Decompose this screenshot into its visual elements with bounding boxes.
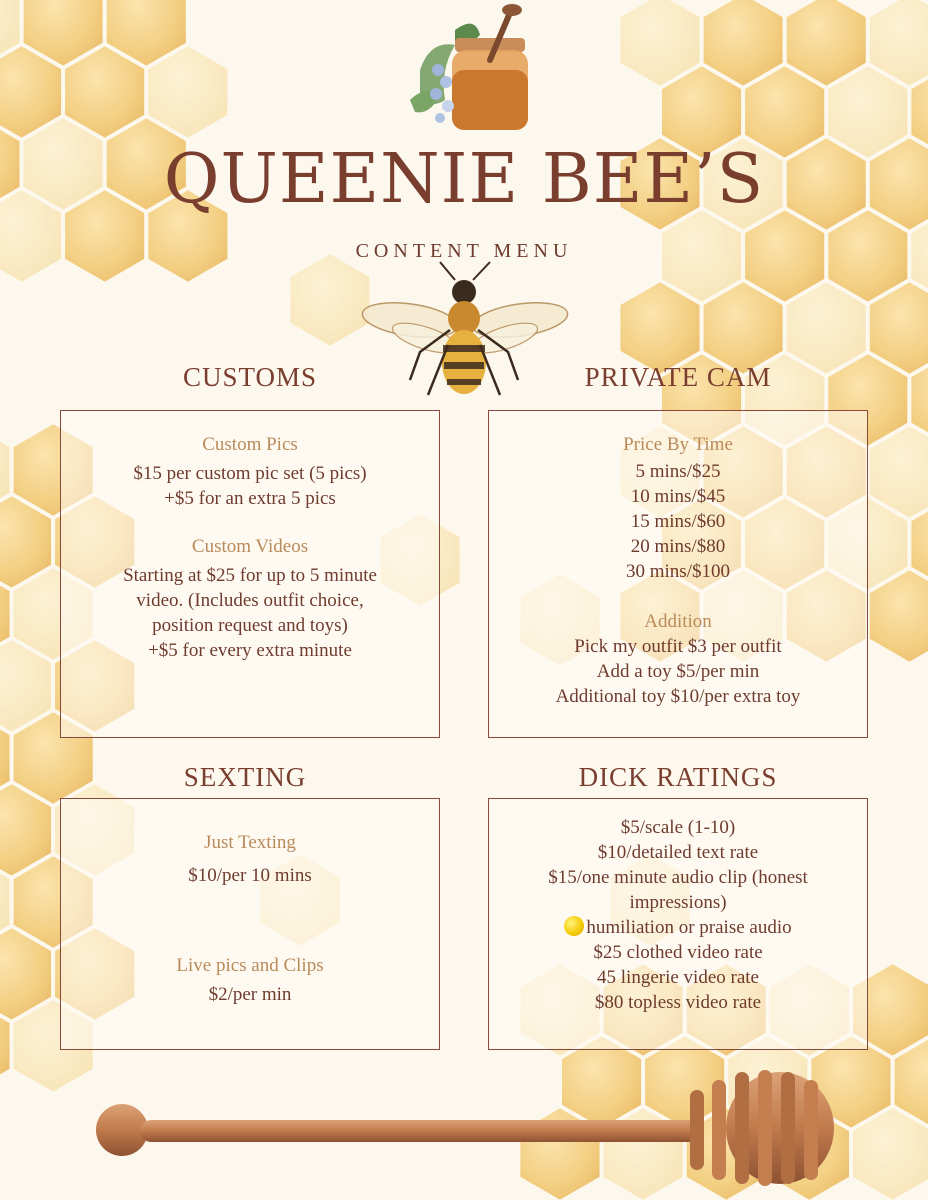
private-cam-box bbox=[488, 410, 868, 738]
yellow-circle-emoji-icon bbox=[564, 916, 584, 936]
rating-line-text: humiliation or praise audio bbox=[586, 917, 792, 938]
rating-line-emoji bbox=[489, 915, 867, 940]
addition-line: Additional toy $10/per extra toy bbox=[555, 686, 801, 707]
rating-line: $10/detailed text rate bbox=[597, 842, 759, 863]
time-price-line: 30 mins/$100 bbox=[626, 561, 730, 582]
price-by-time-label: Price By Time bbox=[623, 434, 733, 455]
time-price-line: 15 mins/$60 bbox=[630, 511, 726, 532]
rating-line: $80 topless video rate bbox=[594, 992, 762, 1013]
live-pics-label: Live pics and Clips bbox=[176, 955, 324, 976]
rating-line: $5/scale (1-10) bbox=[620, 817, 736, 838]
rating-line: $15/one minute audio clip (honest bbox=[548, 867, 808, 888]
addition-line: Add a toy $5/per min bbox=[596, 661, 760, 682]
page-title: QUEENIE BEE’S bbox=[163, 140, 765, 219]
sexting-box bbox=[60, 798, 440, 1050]
custom-videos-line: +$5 for every extra minute bbox=[148, 640, 352, 661]
custom-videos-label: Custom Videos bbox=[191, 536, 309, 557]
custom-pics-line: $15 per custom pic set (5 pics) bbox=[133, 463, 367, 484]
honey-jar-illustration bbox=[410, 4, 528, 130]
just-texting-price: $10/per 10 mins bbox=[188, 865, 312, 886]
custom-videos-line: video. (Includes outfit choice, bbox=[136, 590, 364, 611]
customs-box bbox=[60, 410, 440, 738]
just-texting-label: Just Texting bbox=[204, 832, 296, 853]
custom-pics-label: Custom Pics bbox=[202, 434, 298, 455]
custom-videos-line: Starting at $25 for up to 5 minute bbox=[123, 565, 377, 586]
honeycomb-cell bbox=[288, 252, 371, 348]
live-pics-price: $2/per min bbox=[208, 984, 292, 1005]
custom-pics-line: +$5 for an extra 5 pics bbox=[164, 488, 336, 509]
rating-line: impressions) bbox=[629, 892, 727, 913]
private-cam-heading: PRIVATE CAM bbox=[584, 362, 772, 392]
honey-dipper-illustration bbox=[96, 1070, 834, 1186]
page-subtitle: CONTENT MENU bbox=[355, 240, 573, 262]
time-price-line: 5 mins/$25 bbox=[635, 461, 721, 482]
custom-videos-line: position request and toys) bbox=[152, 615, 348, 636]
sexting-heading: SEXTING bbox=[183, 762, 307, 792]
rating-line: 45 lingerie video rate bbox=[597, 967, 759, 988]
addition-line: Pick my outfit $3 per outfit bbox=[574, 636, 782, 657]
rating-line: $25 clothed video rate bbox=[593, 942, 763, 963]
ratings-box bbox=[488, 798, 868, 1050]
ratings-heading: DICK RATINGS bbox=[578, 762, 778, 792]
addition-label: Addition bbox=[644, 611, 712, 632]
time-price-line: 20 mins/$80 bbox=[630, 536, 726, 557]
customs-heading: CUSTOMS bbox=[182, 362, 318, 392]
time-price-line: 10 mins/$45 bbox=[630, 486, 726, 507]
